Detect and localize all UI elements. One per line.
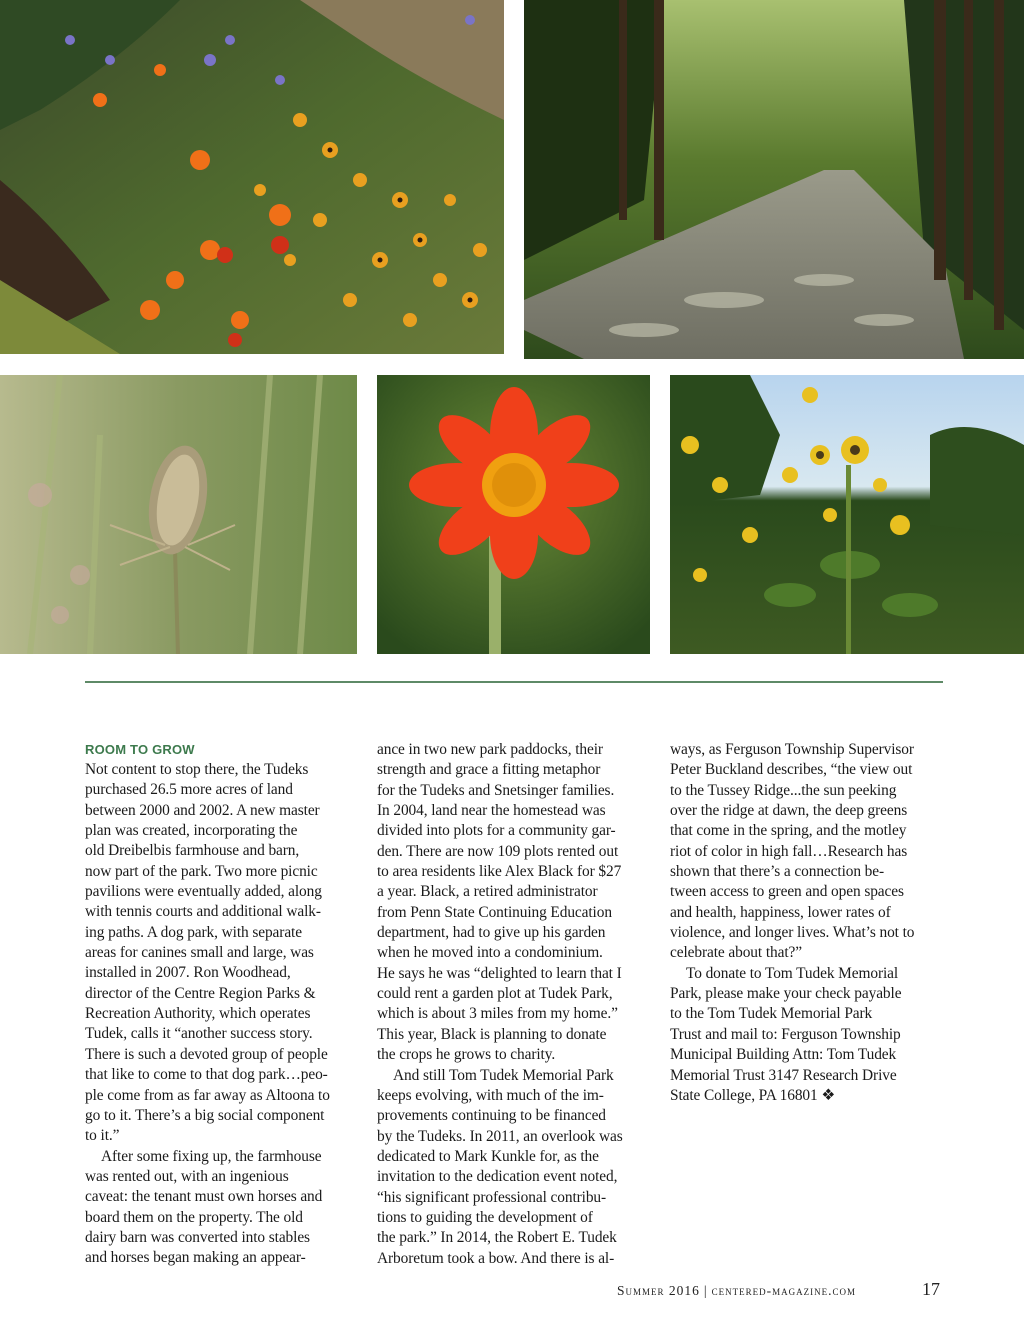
text-line: strength and grace a fitting metaphor bbox=[377, 761, 601, 779]
page-footer bbox=[617, 1283, 856, 1299]
footer-separator: | bbox=[703, 1283, 708, 1298]
text-line: After some fixing up, the farmhouse bbox=[101, 1147, 322, 1165]
text-line: To donate to Tom Tudek Memorial bbox=[686, 964, 899, 982]
text-line: State College, PA 16801 ❖ bbox=[670, 1086, 836, 1104]
text-line: Trust and mail to: Ferguson Township bbox=[670, 1025, 901, 1043]
text-line: pavilions were eventually added, along bbox=[85, 883, 322, 901]
text-line: Tudek, calls it “another success story. bbox=[85, 1025, 313, 1043]
text-line: This year, Black is planning to donate bbox=[377, 1025, 607, 1043]
text-line: ple come from as far away as Altoona to bbox=[85, 1086, 330, 1104]
text-line: provements continuing to be financed bbox=[377, 1107, 606, 1125]
text-line: tions to guiding the development of bbox=[377, 1208, 593, 1226]
text-line: department, had to give up his garden bbox=[377, 924, 606, 942]
site-label: centered-magazine.com bbox=[711, 1283, 856, 1298]
text-line: the park.” In 2014, the Robert E. Tudek bbox=[377, 1229, 617, 1247]
text-line: Municipal Building Attn: Tom Tudek bbox=[670, 1046, 897, 1064]
text-line: by the Tudeks. In 2011, an overlook was bbox=[377, 1127, 623, 1145]
text-line: to area residents like Alex Black for $27 bbox=[377, 863, 622, 881]
text-line: Park, please make your check payable bbox=[670, 985, 902, 1003]
text-line: to the Tom Tudek Memorial Park bbox=[670, 1005, 873, 1023]
text-line: for the Tudeks and Snetsinger families. bbox=[377, 781, 615, 799]
text-line: and horses began making an appear- bbox=[85, 1249, 306, 1267]
text-line: with tennis courts and additional walk- bbox=[85, 903, 321, 921]
text-line: Memorial Trust 3147 Research Drive bbox=[670, 1066, 897, 1084]
text-line: invitation to the dedication event noted, bbox=[377, 1168, 618, 1186]
text-line: board them on the property. The old bbox=[85, 1208, 303, 1226]
text-line: riot of color in high fall…Research has bbox=[670, 842, 908, 860]
text-line: He says he was “delighted to learn that I bbox=[377, 964, 622, 982]
text-line: In 2004, land near the homestead was bbox=[377, 802, 606, 820]
sunflowers-photo bbox=[670, 375, 1024, 654]
text-line: from Penn State Continuing Education bbox=[377, 903, 612, 921]
text-line: installed in 2007. Ron Woodhead, bbox=[85, 964, 291, 982]
text-line: and health, happiness, lower rates of bbox=[670, 903, 891, 921]
orange-flower-photo bbox=[377, 375, 650, 654]
text-line: dairy barn was converted into stables bbox=[85, 1228, 310, 1246]
flower-bed-photo bbox=[0, 0, 504, 354]
text-line: There is such a devoted group of people bbox=[85, 1045, 328, 1063]
text-line: director of the Centre Region Parks & bbox=[85, 984, 316, 1002]
text-line: that like to come to that dog park…peo- bbox=[85, 1066, 328, 1084]
text-line: dedicated to Mark Kunkle for, as the bbox=[377, 1147, 599, 1165]
text-line: tween access to green and open spaces bbox=[670, 883, 904, 901]
text-line: to it.” bbox=[85, 1127, 120, 1145]
text-line: ing paths. A dog park, with separate bbox=[85, 923, 302, 941]
article-column-2 bbox=[377, 740, 652, 1269]
text-line: ance in two new park paddocks, their bbox=[377, 741, 603, 758]
text-line: keeps evolving, with much of the im- bbox=[377, 1086, 604, 1104]
text-line: violence, and longer lives. What’s not to bbox=[670, 924, 915, 942]
article-column-3 bbox=[670, 740, 945, 1106]
text-line: when he moved into a condominium. bbox=[377, 944, 603, 962]
text-line: the crops he grows to charity. bbox=[377, 1046, 556, 1064]
text-line: over the ridge at dawn, the deep greens bbox=[670, 802, 908, 820]
article-column-1 bbox=[85, 740, 360, 1269]
text-line: that come in the spring, and the motley bbox=[670, 822, 907, 840]
text-line: divided into plots for a community gar- bbox=[377, 822, 616, 840]
text-line: now part of the park. Two more picnic bbox=[85, 862, 318, 880]
text-line: old Dreibelbis farmhouse and barn, bbox=[85, 842, 300, 860]
page-number: 17 bbox=[922, 1279, 940, 1299]
issue-label: Summer 2016 bbox=[617, 1283, 700, 1298]
text-line: areas for canines small and large, was bbox=[85, 944, 314, 962]
text-line: Recreation Authority, which operates bbox=[85, 1005, 311, 1023]
teasel-photo bbox=[0, 375, 357, 654]
section-divider bbox=[85, 681, 943, 683]
text-line: ways, as Ferguson Township Supervisor bbox=[670, 741, 914, 758]
text-line: shown that there’s a connection be- bbox=[670, 863, 885, 881]
text-line: could rent a garden plot at Tudek Park, bbox=[377, 985, 613, 1003]
section-heading: ROOM TO GROW bbox=[85, 742, 195, 757]
text-line: “his significant professional contribu- bbox=[377, 1188, 607, 1206]
text-line: go to it. There’s a big social component bbox=[85, 1106, 325, 1124]
wooded-path-photo bbox=[524, 0, 1024, 359]
text-line: Peter Buckland describes, “the view out bbox=[670, 761, 913, 779]
text-line: den. There are now 109 plots rented out bbox=[377, 842, 619, 860]
text-line: celebrate about that?” bbox=[670, 944, 802, 962]
text-line: purchased 26.5 more acres of land bbox=[85, 781, 293, 799]
text-line: to the Tussey Ridge...the sun peeking bbox=[670, 781, 897, 799]
text-line: which is about 3 miles from my home.” bbox=[377, 1005, 618, 1023]
text-line: Not content to stop there, the Tudeks bbox=[85, 761, 309, 778]
text-line: caveat: the tenant must own horses and bbox=[85, 1188, 323, 1206]
text-line: was rented out, with an ingenious bbox=[85, 1167, 289, 1185]
text-line: between 2000 and 2002. A new master bbox=[85, 801, 320, 819]
text-line: And still Tom Tudek Memorial Park bbox=[393, 1066, 614, 1084]
text-line: a year. Black, a retired administrator bbox=[377, 883, 598, 901]
text-line: plan was created, incorporating the bbox=[85, 822, 298, 840]
text-line: Arboretum took a bow. And there is al- bbox=[377, 1249, 615, 1267]
